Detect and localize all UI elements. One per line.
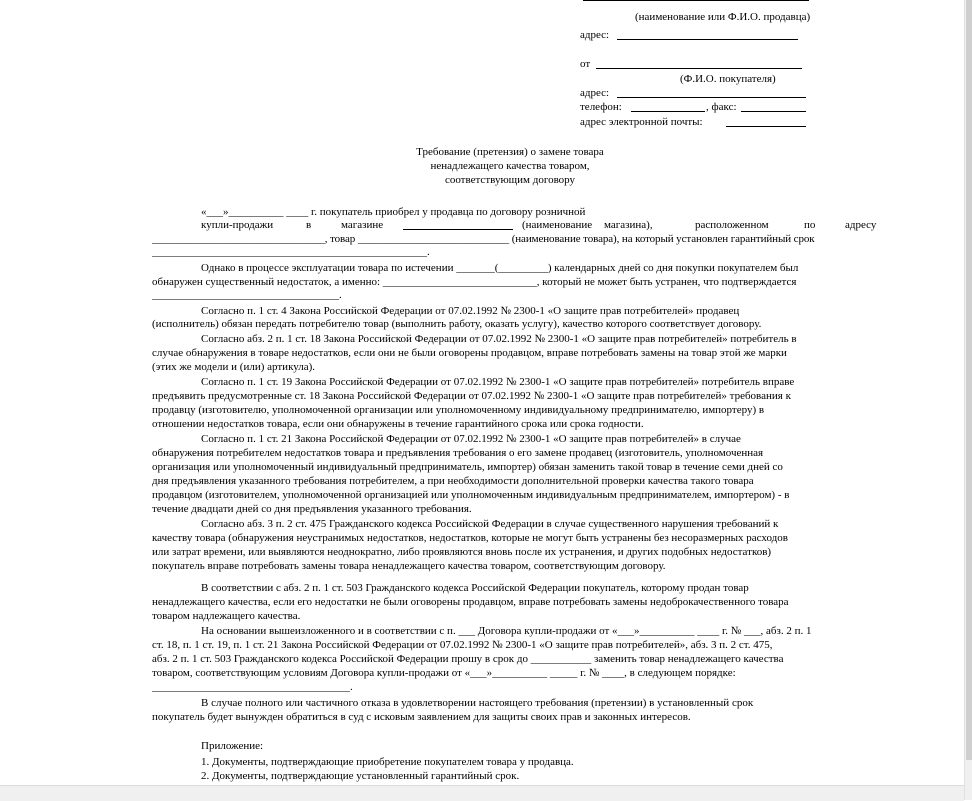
para10-line1: В случае полного или частичного отказа в удовлетворении настоящего требования (претензии) в установленный срок bbox=[201, 697, 754, 709]
left-margin bbox=[0, 0, 140, 800]
para8-line3: товаром надлежащего качества. bbox=[152, 610, 301, 622]
para4-line3: (этих же модели и (или) артикула). bbox=[152, 361, 316, 373]
from-label: от bbox=[580, 58, 591, 70]
email-label: адрес электронной почты: bbox=[580, 116, 703, 128]
document-title-line2: ненадлежащего качества товаром, bbox=[430, 160, 590, 172]
document-page[interactable] bbox=[140, 0, 930, 785]
para7-line2: качеству товара (обнаружения неустранимых недостатков, недостатков, которые не могут быть устранены без несоразмерных расходов bbox=[152, 532, 788, 544]
para1-line4: __________________________________________________. bbox=[152, 246, 430, 258]
para1-line3: ________________________________, товар ____________________________ (наименование товара), на который установлен гарантийный срок bbox=[152, 233, 815, 245]
para8-line1: В соответствии с абз. 2 п. 1 ст. 503 Гражданского кодекса Российской Федерации покупатель, которому продан товар bbox=[201, 582, 749, 594]
phone-label: телефон: bbox=[580, 101, 622, 113]
para6-line1: Согласно п. 1 ст. 21 Закона Российской Федерации от 07.02.1992 № 2300-1 «О защите прав потребителей» в случае bbox=[201, 433, 741, 445]
seller-address-line[interactable] bbox=[617, 39, 798, 40]
para5-line2: предъявить предусмотренные ст. 18 Закона Российской Федерации от 07.02.1992 № 2300-1 «О защите прав потребителей» требования к bbox=[152, 390, 791, 402]
para8-line2: ненадлежащего качества, если его недостатки не были оговорены продавцом, вправе потребовать замены недоброкачественного товара bbox=[152, 596, 789, 608]
buyer-address-line[interactable] bbox=[617, 97, 806, 98]
para1-line2-d: (наименование bbox=[522, 219, 593, 231]
para4-line1: Согласно абз. 2 п. 1 ст. 18 Закона Российской Федерации от 07.02.1992 № 2300-1 «О защите прав потребителей» потребитель в bbox=[201, 333, 797, 345]
para7-line3: или затрат времени, или выявляются неоднократно, либо проявляются вновь после их устранения, и других подобных недостатков) bbox=[152, 546, 772, 558]
para6-line5: продавцом (изготовителем, уполномоченной организацией или уполномоченным индивидуальным предпринимателем, импортером) - в bbox=[152, 489, 790, 501]
para9-line4: товаром, соответствующим условиям Договора купли-продажи от «___»__________ _____ г. № ____, в следующем порядке: bbox=[152, 667, 736, 679]
store-name-line[interactable] bbox=[403, 229, 513, 230]
para1-line2-a: купли-продажи bbox=[201, 219, 274, 231]
seller-name-line[interactable] bbox=[583, 0, 809, 1]
document-title-line3: соответствующим договору bbox=[444, 174, 576, 186]
para2-line1: Однако в процессе эксплуатации товара по истечении _______(_________) календарных дней со дня покупки покупателем был bbox=[201, 262, 799, 274]
scrollbar-thumb[interactable] bbox=[966, 0, 972, 760]
fax-label: , факс: bbox=[706, 101, 737, 113]
vertical-scrollbar[interactable] bbox=[964, 0, 972, 800]
para1-line2-f: расположенном bbox=[695, 219, 769, 231]
para1-line1: «___»__________ ____ г. покупатель приобрел у продавца по договору розничной bbox=[201, 206, 586, 218]
status-bar bbox=[0, 785, 964, 801]
seller-address-label: адрес: bbox=[580, 29, 610, 41]
para9-line2: ст. 18, п. 1 ст. 19, п. 1 ст. 21 Закона Российской Федерации от 07.02.1992 № 2300-1 «О защите прав потребителей», абз. 3 п. 2 ст. 475, bbox=[152, 639, 773, 651]
para2-line2: обнаружен существенный недостаток, а именно: ____________________________, который не может быть устранен, что подтверждается bbox=[152, 276, 797, 288]
appendix-item-2: 2. Документы, подтверждающие установленный гарантийный срок. bbox=[201, 770, 520, 782]
appendix-title: Приложение: bbox=[201, 740, 264, 752]
para5-line4: отношении недостатков товара, если они обнаружены в течение гарантийного срока или срока годности. bbox=[152, 418, 644, 430]
para1-line2-g: по bbox=[804, 219, 816, 231]
para2-line3: __________________________________. bbox=[152, 289, 342, 301]
para6-line4: дня предъявления указанного требования потребителем, а при необходимости дополнительной проверки качества такого товара bbox=[152, 475, 754, 487]
document-title-line1: Требование (претензия) о замене товара bbox=[416, 146, 604, 158]
para1-line2-b: в bbox=[306, 219, 312, 231]
right-margin bbox=[930, 0, 964, 800]
seller-caption: (наименование или Ф.И.О. продавца) bbox=[635, 11, 811, 23]
para1-line2-h: адресу bbox=[845, 219, 877, 231]
buyer-name-line[interactable] bbox=[596, 68, 802, 69]
para9-line5: ____________________________________. bbox=[152, 681, 353, 693]
fax-line[interactable] bbox=[741, 111, 806, 112]
buyer-address-label: адрес: bbox=[580, 87, 610, 99]
para7-line4: покупатель вправе потребовать замены товара ненадлежащего качества товаром, соответствующим договору. bbox=[152, 560, 666, 572]
para5-line1: Согласно п. 1 ст. 19 Закона Российской Федерации от 07.02.1992 № 2300-1 «О защите прав потребителей» потребитель вправе bbox=[201, 376, 795, 388]
para1-line2-e: магазина), bbox=[604, 219, 653, 231]
para6-line2: обнаружения потребителем недостатков товара и предъявления требования о его замене продавец (изготовитель, уполномоченная bbox=[152, 447, 764, 459]
email-line[interactable] bbox=[726, 126, 806, 127]
buyer-caption: (Ф.И.О. покупателя) bbox=[680, 73, 776, 85]
appendix-item-1: 1. Документы, подтверждающие приобретение покупателем товара у продавца. bbox=[201, 756, 574, 768]
para3-line1: Согласно п. 1 ст. 4 Закона Российской Федерации от 07.02.1992 № 2300-1 «О защите прав потребителей» продавец bbox=[201, 305, 740, 317]
para10-line2: покупатель будет вынужден обратиться в суд с исковым заявлением для защиты своих прав и законных интересов. bbox=[152, 711, 691, 723]
para1-line2-c: магазине bbox=[341, 219, 384, 231]
para7-line1: Согласно абз. 3 п. 2 ст. 475 Гражданского кодекса Российской Федерации в случае существенного нарушения требований к bbox=[201, 518, 779, 530]
para5-line3: продавцу (изготовителю, уполномоченной организации или уполномоченному индивидуальному предпринимателю, импортеру) в bbox=[152, 404, 765, 416]
phone-line[interactable] bbox=[631, 111, 705, 112]
para9-line1: На основании вышеизложенного и в соответствии с п. ___ Договора купли-продажи от «___»__________ ____ г. № ___, абз. 2 п. 1 bbox=[201, 625, 812, 637]
para6-line6: течение двадцати дней со дня предъявления указанного требования. bbox=[152, 503, 472, 515]
para4-line2: случае обнаружения в товаре недостатков, если они не были оговорены продавцом, вправе потребовать замены на товар этой же марки bbox=[152, 347, 787, 359]
para9-line3: абз. 2 п. 1 ст. 503 Гражданского кодекса Российской Федерации прошу в срок до ___________ заменить товар ненадлежащего качества bbox=[152, 653, 784, 665]
para6-line3: организация или уполномоченный индивидуальный предприниматель, импортер) обязан заменить такой товар в течение семи дней со bbox=[152, 461, 783, 473]
para3-line2: (исполнитель) обязан передать потребителю товар (выполнить работу, оказать услугу), качество которого соответствует договору. bbox=[152, 318, 762, 330]
